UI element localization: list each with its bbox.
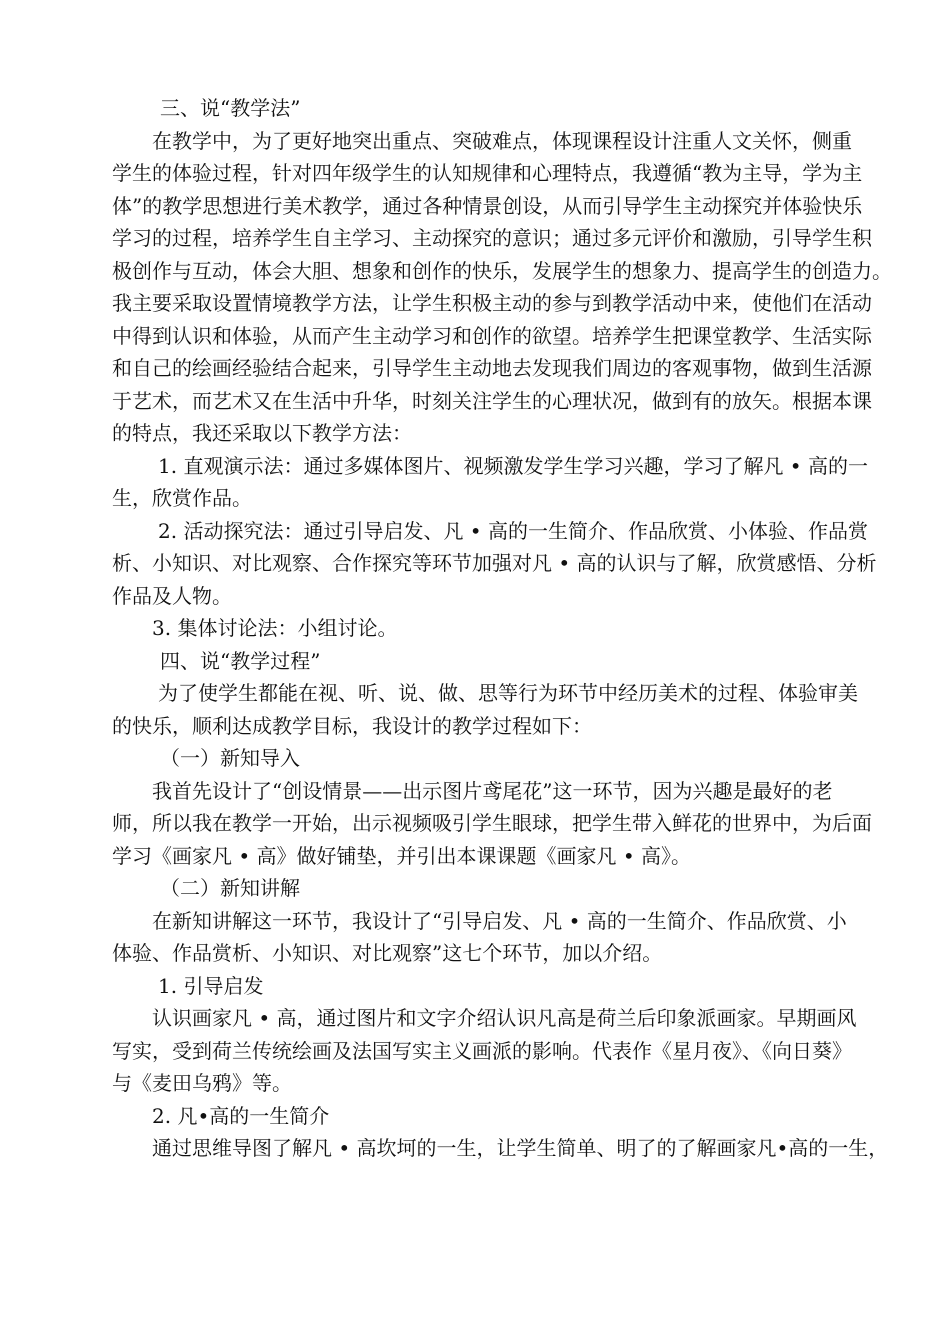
text-line: 和自己的绘画经验结合起来，引导学生主动地去发现我们周边的客观事物，做到生活源 — [112, 356, 872, 380]
document-page — [112, 92, 892, 1165]
text-line: 的快乐，顺利达成教学目标，我设计的教学过程如下： — [112, 713, 592, 738]
text-line: 体”的教学思想进行美术教学，通过各种情景创设，从而引导学生主动探究并体验快乐 — [112, 193, 863, 218]
text-line: 师，所以我在教学一开始，出示视频吸引学生眼球，把学生带入鲜花的世界中，为后面 — [112, 811, 872, 835]
text-line: 3. 集体讨论法：小组讨论。 — [152, 616, 398, 640]
text-line: 通过思维导图了解凡 • 高坎坷的一生，让学生简单、明了的了解画家凡•高的一生， — [152, 1136, 889, 1160]
text-line: 的特点，我还采取以下教学方法： — [112, 421, 412, 445]
text-line: 作品及人物。 — [112, 583, 232, 608]
text-line: 我主要采取设置情境教学方法，让学生积极主动的参与到教学活动中来，使他们在活动 — [112, 291, 872, 315]
text-line: 认识画家凡 • 高，通过图片和文字介绍认识凡高是荷兰后印象派画家。早期画风 — [152, 1006, 857, 1030]
text-line: 中得到认识和体验，从而产生主动学习和创作的欲望。培养学生把课堂教学、生活实际 — [112, 323, 872, 348]
text-line: 极创作与互动，体会大胆、想象和创作的快乐，发展学生的想象力、提高学生的创造力。 — [112, 258, 892, 283]
text-line: 学习的过程，培养学生自主学习、主动探究的意识；通过多元评价和激励，引导学生积 — [112, 226, 872, 250]
text-line: 四、说“教学过程” — [160, 648, 321, 673]
text-line: 生，欣赏作品。 — [112, 486, 252, 510]
text-line: （二）新知讲解 — [160, 876, 300, 900]
text-line: 1. 引导启发 — [158, 973, 264, 998]
text-line: 在新知讲解这一环节，我设计了“引导启发、凡 • 高的一生简介、作品欣赏、小 — [152, 908, 847, 933]
text-line: 学习《画家凡 • 高》做好铺垫，并引出本课课题《画家凡 • 高》。 — [112, 843, 692, 868]
text-line: 2. 凡•高的一生简介 — [152, 1103, 330, 1128]
text-line: 在教学中，为了更好地突出重点、突破难点，体现课程设计注重人文关怀，侧重 — [152, 128, 852, 153]
text-line: 学生的体验过程，针对四年级学生的认知规律和心理特点，我遵循“教为主导，学为主 — [112, 161, 863, 185]
text-line: 三、说“教学法” — [160, 96, 301, 120]
text-line: 2. 活动探究法：通过引导启发、凡 • 高的一生简介、作品欣赏、小体验、作品赏 — [158, 518, 868, 543]
text-line: 我首先设计了“创设情景——出示图片鸢尾花”这一环节，因为兴趣是最好的老 — [152, 778, 833, 803]
text-line: （一）新知导入 — [160, 746, 300, 770]
text-line: 写实，受到荷兰传统绘画及法国写实主义画派的影响。代表作《星月夜》、《向日葵》 — [112, 1038, 852, 1063]
text-line: 体验、作品赏析、小知识、对比观察”这七个环节，加以介绍。 — [112, 941, 663, 965]
text-line: 与《麦田乌鸦》等。 — [112, 1071, 292, 1095]
text-line: 于艺术，而艺术又在生活中升华，时刻关注学生的心理状况，做到有的放矢。根据本课 — [112, 388, 872, 413]
text-line: 1. 直观演示法：通过多媒体图片、视频激发学生学习兴趣，学习了解凡 • 高的一 — [158, 453, 868, 478]
text-line: 为了使学生都能在视、听、说、做、思等行为环节中经历美术的过程、体验审美 — [158, 681, 858, 705]
text-line: 析、小知识、对比观察、合作探究等环节加强对凡 • 高的认识与了解，欣赏感悟、分析 — [112, 551, 877, 575]
